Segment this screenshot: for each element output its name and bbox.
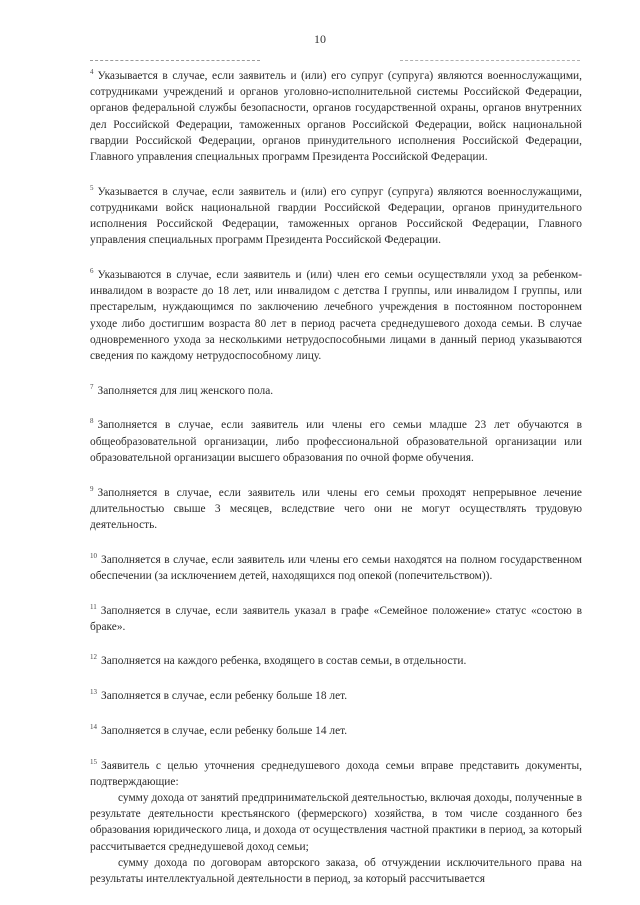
- footnote-15: [90, 758, 582, 888]
- footnote-text: Указывается в случае, если заявитель и (или) его супруг (супруга) являются военнослужащими, сотрудниками войск национальной гвардии Российской Федерации, органов принудительного исполнения Российской Федерации, таможенных органов Российской Федерации, Главного управления специальных программ Президента Российской Федерации.: [90, 185, 582, 247]
- footnote-number: 4: [90, 68, 94, 76]
- footnote-text: Указываются в случае, если заявитель и (или) член его семьи осуществляли уход за ребенком-инвалидом в возрасте до 18 лет, или инвалидом с детства I группы, или инвалидом I группы, или престарелым, нуждающимся по заключению лечебного учреждения в постоянном постороннем уходе либо достигшим возраста 80 лет в период расчета среднедушевого дохода семьи. В случае одновременного ухода за несколькими нетрудоспособными лицами в данный период указываются сведения по каждому нетрудоспособному лицу.: [90, 269, 582, 363]
- footnote-text: Заполняется в случае, если заявитель или члены его семьи проходят непрерывное лечение длительностью свыше 3 месяцев, вследствие чего они не могут осуществлять трудовую деятельность.: [90, 486, 582, 531]
- footnote-13: [90, 688, 582, 704]
- footnote-number: 15: [90, 757, 97, 766]
- footnote-number: 11: [90, 602, 97, 611]
- footnote-number: 6: [90, 267, 94, 276]
- footnote-text: Заполняется в случае, если ребенку больше 14 лет.: [101, 724, 348, 737]
- footnote-text: Заявитель с целью уточнения среднедушевого дохода семьи вправе представить документы, подтверждающие:: [90, 759, 582, 788]
- footnote-number: 13: [90, 688, 97, 697]
- footnote-4: [90, 68, 582, 165]
- footnote-list-item: сумму дохода от занятий предпринимательской деятельностью, включая доходы, полученные в результате деятельности крестьянского (фермерского) хозяйства, в том числе созданного без образования юридического лица, и дохода от осуществления частной практики в период, за который рассчитывается среднедушевой доход семьи;: [90, 792, 582, 853]
- footnote-text: Заполняется в случае, если заявитель или члены его семьи находятся на полном государственном обеспечении (за исключением детей, находящихся под опекой (попечительством)).: [90, 553, 582, 582]
- footnote-separator: [90, 60, 260, 61]
- footnote-number: 10: [90, 551, 97, 560]
- footnote-5: [90, 184, 582, 249]
- footnote-separator-right: [400, 60, 580, 61]
- footnote-text: Заполняется на каждого ребенка, входящего в состав семьи, в отдельности.: [101, 655, 467, 668]
- footnotes: [90, 68, 582, 887]
- page-number: 10: [314, 32, 326, 46]
- footnote-12: [90, 653, 582, 669]
- footnote-text: Заполняется в случае, если заявитель или члены его семьи младше 23 лет обучаются в общеобразовательной организации, либо профессиональной образовательной организации или образовательной организации высшего образования по очной форме обучения.: [90, 419, 582, 464]
- footnote-text: Указывается в случае, если заявитель и (или) его супруг (супруга) являются военнослужащими, сотрудниками учреждений и органов уголовно-исполнительной системы Российской Федерации, органов федеральной службы безопасности, органов государственной охраны, органов внутренних дел Российской Федерации, таможенных органов Российской Федерации, войск национальной гвардии Российской Федерации, органов принудительного исполнения Российской Федерации, Главного управления специальных программ Президента Российской Федерации.: [90, 70, 582, 164]
- footnote-8: [90, 417, 582, 466]
- footnote-11: [90, 603, 582, 635]
- footnote-text: Заполняется в случае, если ребенку больше 18 лет.: [101, 690, 348, 703]
- footnote-14: [90, 723, 582, 739]
- footnote-number: 9: [90, 484, 94, 493]
- footnote-number: 14: [90, 722, 97, 731]
- footnote-10: [90, 552, 582, 584]
- footnote-lead: [90, 758, 582, 790]
- footnote-9: [90, 485, 582, 534]
- footnote-text: Заполняется в случае, если заявитель указал в графе «Семейное положение» статус «состою в браке».: [90, 604, 582, 633]
- footnote-text: Заполняется для лиц женского пола.: [97, 384, 274, 397]
- footnote-6: [90, 267, 582, 364]
- footnote-number: 12: [90, 653, 97, 662]
- footnote-7: [90, 383, 582, 399]
- footnote-list-item: сумму дохода по договорам авторского заказа, об отчуждении исключительного права на результаты интеллектуальной деятельности в период, за который рассчитывается: [90, 856, 582, 886]
- footnote-number: 5: [90, 183, 94, 192]
- footnote-number: 7: [90, 382, 94, 391]
- footnote-number: 8: [90, 417, 94, 426]
